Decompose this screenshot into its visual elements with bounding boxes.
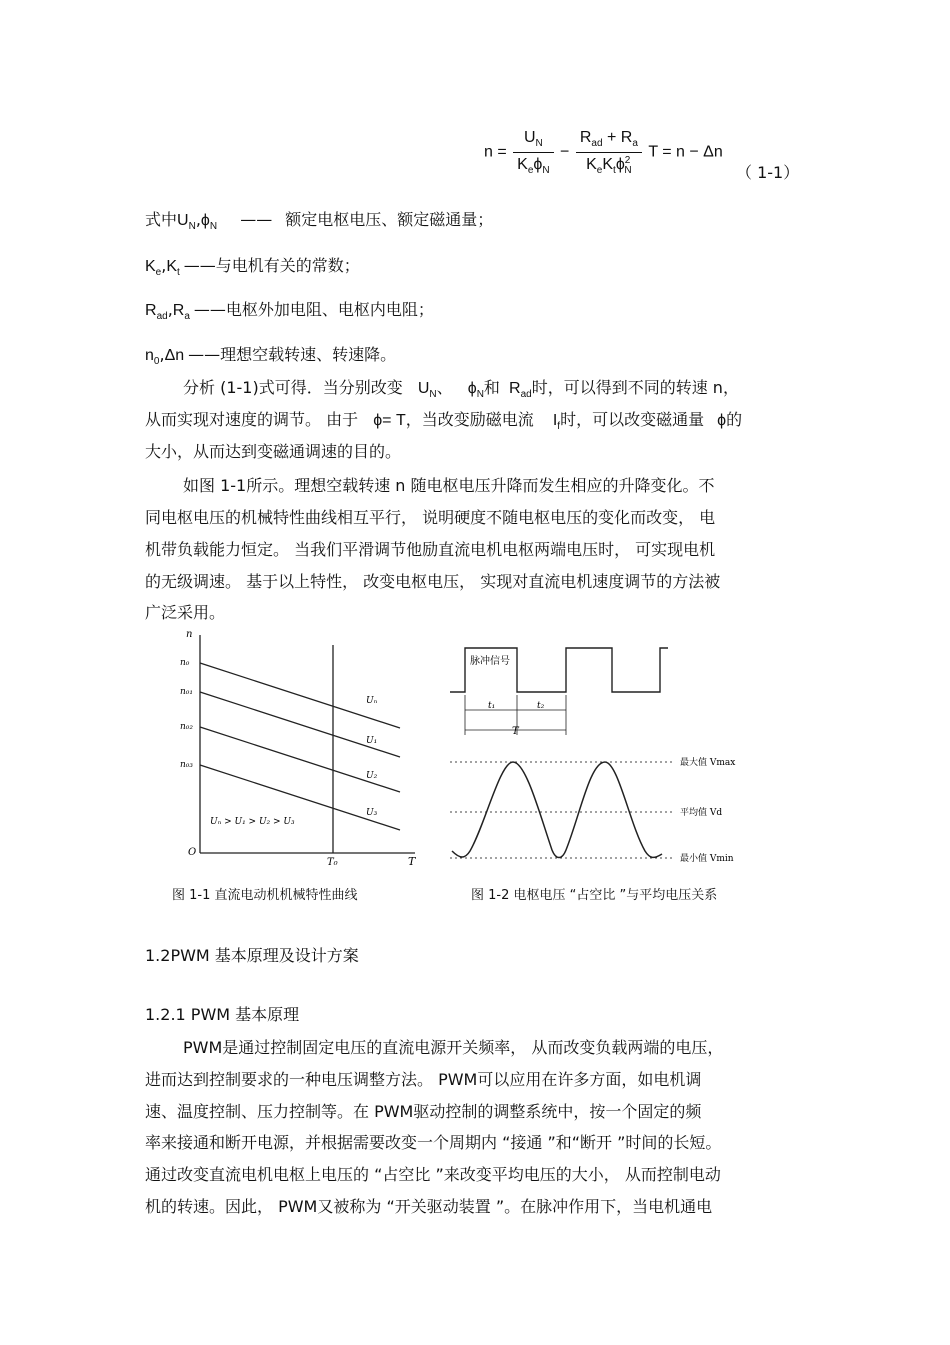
curve-label-u2: U₂ xyxy=(366,771,378,781)
figure-1-1-caption: 图 1-1 直流电动机机械特性曲线 xyxy=(172,888,358,903)
vavg-label: 平均值 Vd xyxy=(680,808,723,818)
voltage-relation: Uₙ > U₁ > U₂ > U₃ xyxy=(210,817,295,827)
eq-fraction-2: $\frac{R_{ad} + R_a}{K_eK_t\phi^2_N}$ xyxy=(576,128,642,177)
n02-label: n₀₂ xyxy=(180,722,194,732)
paragraph-1-line-1: 分析 (1-1)式可得．当分别改变 $U_N$、 $\phi_N$和 $R_{ad}$时，可以得到不同的转速 n， xyxy=(183,378,739,400)
paragraph-2-line-1: 如图 1-1所示。理想空载转速 n 随电枢电压升降而发生相应的升降变化。不 xyxy=(183,476,715,495)
equation-1-1 xyxy=(484,128,723,176)
t1-label: t₁ xyxy=(488,701,496,711)
paragraph-3-line-4: 率来接通和断开电源，并根据需要改变一个周期内 “接通 ”和“断开 ”时间的长短。 xyxy=(145,1133,722,1152)
paragraph-3-line-5: 通过改变直流电机电枢上电压的 “占空比 ”来改变平均电压的大小， 从而控制电动 xyxy=(145,1165,721,1184)
pulse-signal xyxy=(450,648,668,692)
vmin-label: 最小值 Vmin xyxy=(680,854,734,864)
definition-line-1: 式中$U_N,\phi_N$ —— 额定电枢电压、额定磁通量； xyxy=(145,210,494,232)
eq-rhs: T = n − Δn xyxy=(648,143,723,161)
subsection-title: 1.2.1 PWM 基本原理 xyxy=(145,1005,300,1024)
definition-line-2: $K_e,K_t$ ——与电机有关的常数； xyxy=(145,256,360,278)
paragraph-3-line-3: 速、温度控制、压力控制等。在 PWM驱动控制的调整系统中，按一个固定的频 xyxy=(145,1102,702,1121)
curve-label-u3: U₃ xyxy=(366,808,378,818)
vmax-label: 最大值 Vmax xyxy=(680,758,736,768)
figure-1-2 xyxy=(440,635,750,870)
figure-1-2-caption: 图 1-2 电枢电压 “占空比 ”与平均电压关系 xyxy=(471,888,718,903)
eq-fraction-1: $\frac{U_N}{K_e\phi_N}$ xyxy=(513,128,553,177)
section-title: 1.2PWM 基本原理及设计方案 xyxy=(145,946,359,965)
voltage-waveform xyxy=(452,762,662,858)
paragraph-3-line-2: 进而达到控制要求的一种电压调整方法。 PWM可以应用在许多方面，如电机调 xyxy=(145,1070,702,1089)
eq-minus: − xyxy=(560,143,570,161)
definition-line-3: $R_{ad},R_a$ ——电枢外加电阻、电枢内电阻； xyxy=(145,300,434,322)
paragraph-2-line-2: 同电枢电压的机械特性曲线相互平行， 说明硬度不随电枢电压的变化而改变， 电 xyxy=(145,508,716,527)
n01-label: n₀₁ xyxy=(180,687,194,697)
paragraph-3-line-1: PWM是通过控制固定电压的直流电源开关频率， 从而改变负载两端的电压， xyxy=(183,1038,724,1057)
x-axis-label: T xyxy=(408,855,416,868)
equation-number: （ 1-1） xyxy=(736,163,800,182)
origin-label: O xyxy=(188,847,197,858)
n03-label: n₀₃ xyxy=(180,760,194,770)
eq-lhs: n = xyxy=(484,143,507,161)
curve-label-u1: U₁ xyxy=(366,736,378,746)
paragraph-1-line-2: 从而实现对速度的调节。 由于 ϕ= T，当改变励磁电流 $I_f$时，可以改变磁通量 ϕ的 xyxy=(145,410,743,432)
paragraph-2-line-3: 机带负载能力恒定。 当我们平滑调节他励直流电机电枢两端电压时， 可实现电机 xyxy=(145,540,716,559)
paragraph-3-line-6: 机的转速。因此， PWM又被称为 “开关驱动装置 ”。在脉冲作用下，当电机通电 xyxy=(145,1197,713,1216)
n0-label: n₀ xyxy=(180,658,190,668)
t2-label: t₂ xyxy=(537,701,545,711)
paragraph-2-line-4: 的无级调速。 基于以上特性， 改变电枢电压， 实现对直流电机速度调节的方法被 xyxy=(145,572,721,591)
figure-1-1 xyxy=(170,625,430,870)
definition-line-4: $n_0,\Delta n$ ——理想空载转速、转速降。 xyxy=(145,345,397,367)
curve-label-un: Uₙ xyxy=(366,696,378,706)
paragraph-1-line-3: 大小，从而达到变磁通调速的目的。 xyxy=(145,442,402,461)
pulse-label: 脉冲信号 xyxy=(470,656,510,667)
period-label: T xyxy=(512,726,519,737)
y-axis-label: n xyxy=(186,629,193,640)
paragraph-2-line-5: 广泛采用。 xyxy=(145,603,226,622)
t0-label: T₀ xyxy=(327,857,338,868)
